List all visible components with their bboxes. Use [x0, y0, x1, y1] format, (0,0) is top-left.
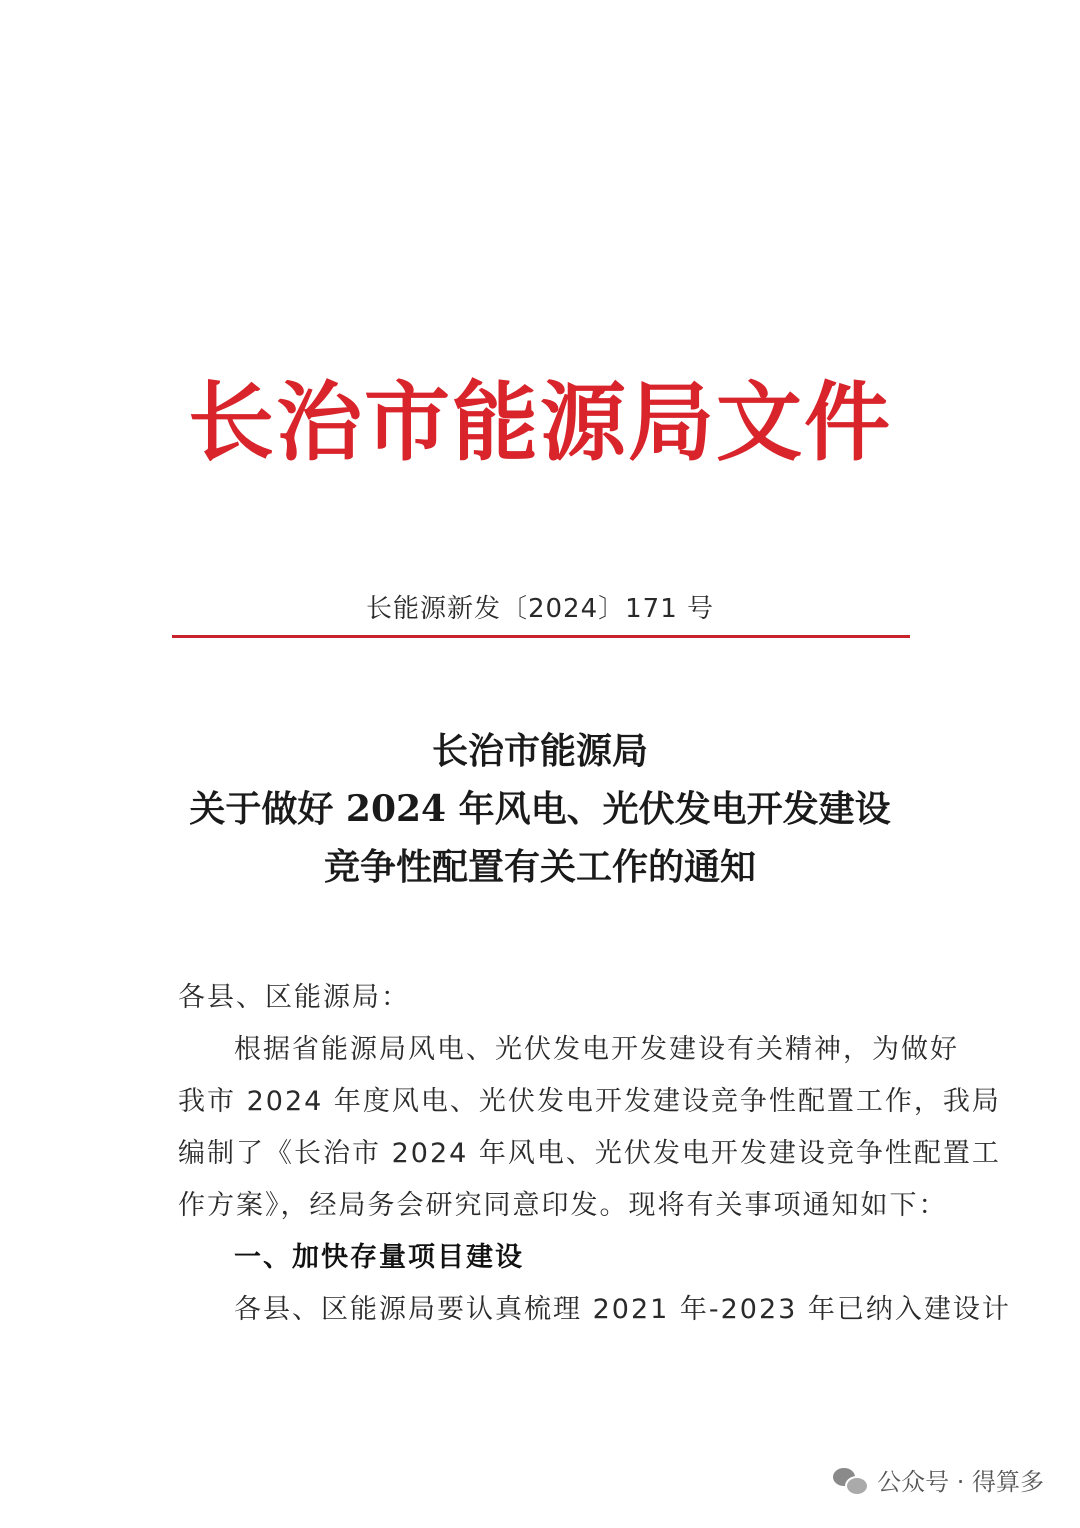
- paragraph-line-1: 根据省能源局风电、光伏发电开发建设有关精神，为做好: [234, 1034, 959, 1065]
- wechat-icon: [833, 1466, 867, 1494]
- notice-title-line-2: 关于做好 2024 年风电、光伏发电开发建设: [189, 788, 891, 830]
- paragraph-line-4: 作方案》，经局务会研究同意印发。现将有关事项通知如下：: [178, 1190, 948, 1221]
- notice-title-line-3: 竞争性配置有关工作的通知: [323, 846, 756, 888]
- section-line-1: 各县、区能源局要认真梳理 2021 年-2023 年已纳入建设计: [234, 1294, 1011, 1325]
- section-heading: 一、加快存量项目建设: [234, 1242, 524, 1273]
- notice-title-line-1: 长治市能源局: [431, 730, 648, 772]
- paragraph-line-3: 编制了《长治市 2024 年风电、光伏发电开发建设竞争性配置工: [178, 1138, 1001, 1169]
- issuer-header-title: 长治市能源局文件: [188, 372, 892, 473]
- document-number: 长能源新发〔2024〕171 号: [365, 594, 715, 624]
- watermark-text: 公众号 · 得算多: [877, 1468, 1044, 1496]
- wechat-watermark: [833, 1462, 1044, 1497]
- paragraph-line-2: 我市 2024 年度风电、光伏发电开发建设竞争性配置工作，我局: [178, 1086, 1001, 1117]
- salutation: 各县、区能源局：: [178, 982, 410, 1013]
- notice-body: [178, 972, 1011, 1336]
- red-divider-line: [172, 635, 910, 638]
- notice-title: [150, 722, 930, 896]
